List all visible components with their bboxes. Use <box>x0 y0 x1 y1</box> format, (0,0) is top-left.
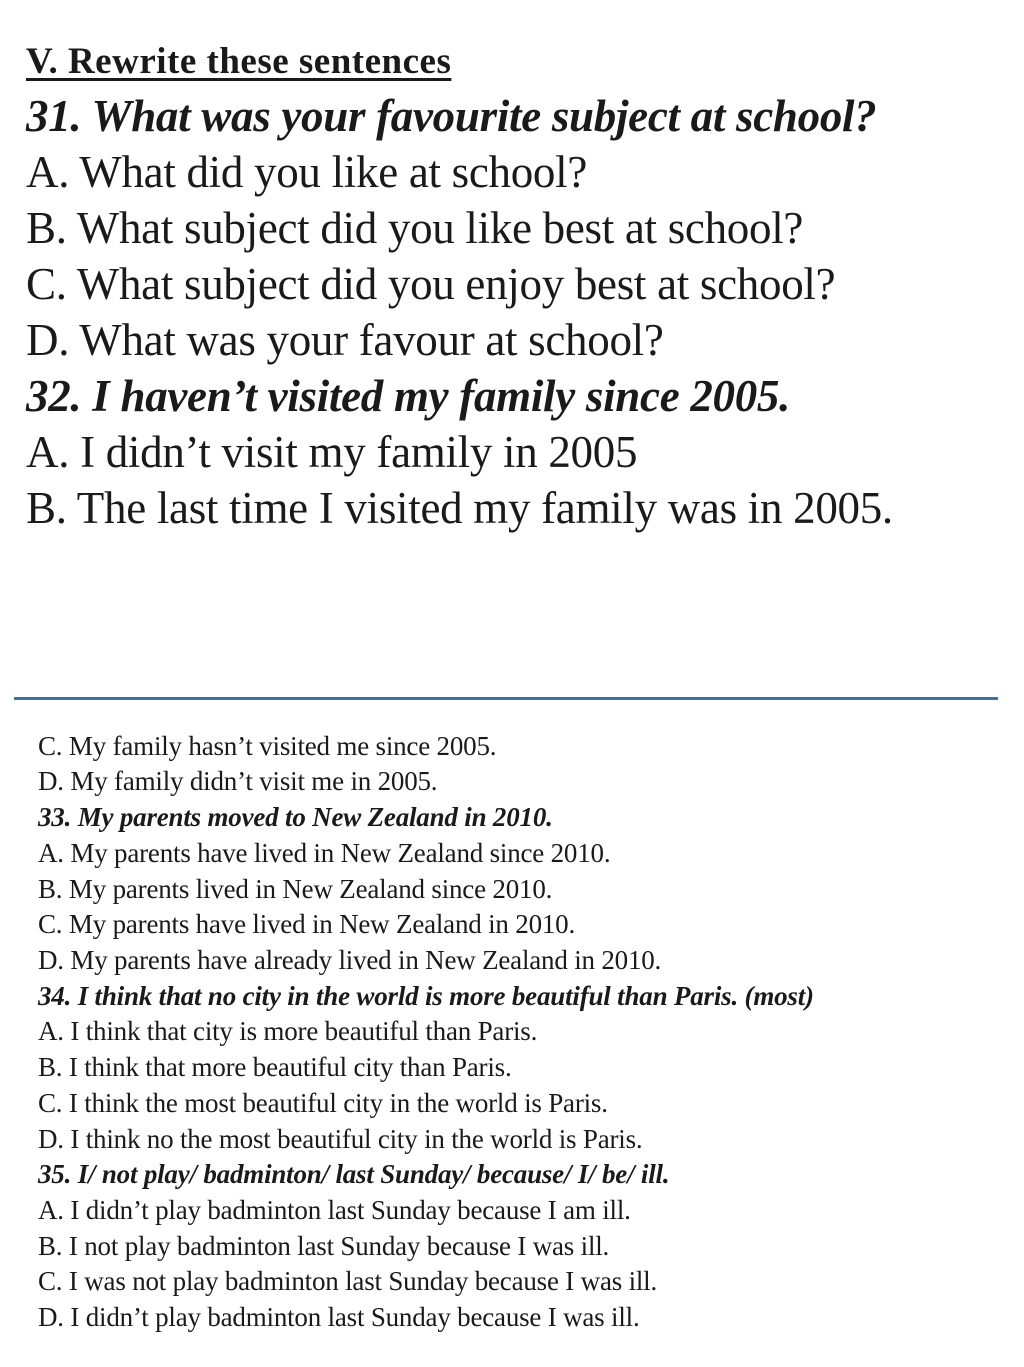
question-31-option-d: D. What was your favour at school? <box>26 315 664 365</box>
question-33-option-a: A. My parents have lived in New Zealand since 2010. <box>38 838 611 868</box>
question-35-option-a: A. I didn’t play badminton last Sunday because I am ill. <box>38 1195 631 1225</box>
question-35: 35. I/ not play/ badminton/ last Sunday/ because/ I/ be/ ill. <box>38 1159 670 1189</box>
question-35-option-d: D. I didn’t play badminton last Sunday because I was ill. <box>38 1302 640 1332</box>
question-33-option-d: D. My parents have already lived in New Zealand in 2010. <box>38 945 662 975</box>
question-32-option-a: A. I didn’t visit my family in 2005 <box>26 427 638 477</box>
page-divider <box>14 697 998 700</box>
question-32-option-c: C. My family hasn’t visited me since 2005. <box>38 731 497 761</box>
question-31-option-a: A. What did you like at school? <box>26 147 588 197</box>
question-31-option-b: B. What subject did you like best at school? <box>26 203 804 253</box>
question-31: 31. What was your favourite subject at school? <box>26 91 877 141</box>
question-35-option-b: B. I not play badminton last Sunday because I was ill. <box>38 1231 610 1261</box>
question-33-option-c: C. My parents have lived in New Zealand in 2010. <box>38 909 576 939</box>
question-33: 33. My parents moved to New Zealand in 2010. <box>38 802 553 832</box>
question-34-option-c: C. I think the most beautiful city in the world is Paris. <box>38 1088 608 1118</box>
question-34-option-d: D. I think no the most beautiful city in the world is Paris. <box>38 1124 643 1154</box>
question-35-option-c: C. I was not play badminton last Sunday because I was ill. <box>38 1266 658 1296</box>
question-33-option-b: B. My parents lived in New Zealand since 2010. <box>38 874 553 904</box>
question-34-option-b: B. I think that more beautiful city than Paris. <box>38 1052 512 1082</box>
question-31-option-c: C. What subject did you enjoy best at school? <box>26 259 836 309</box>
question-32-option-b: B. The last time I visited my family was in 2005. <box>26 483 893 533</box>
section-heading: V. Rewrite these sentences <box>26 41 452 82</box>
question-34: 34. I think that no city in the world is more beautiful than Paris. (most) <box>38 981 814 1011</box>
question-32-option-d: D. My family didn’t visit me in 2005. <box>38 766 438 796</box>
question-34-option-a: A. I think that city is more beautiful than Paris. <box>38 1016 538 1046</box>
question-32: 32. I haven’t visited my family since 2005. <box>26 371 791 421</box>
